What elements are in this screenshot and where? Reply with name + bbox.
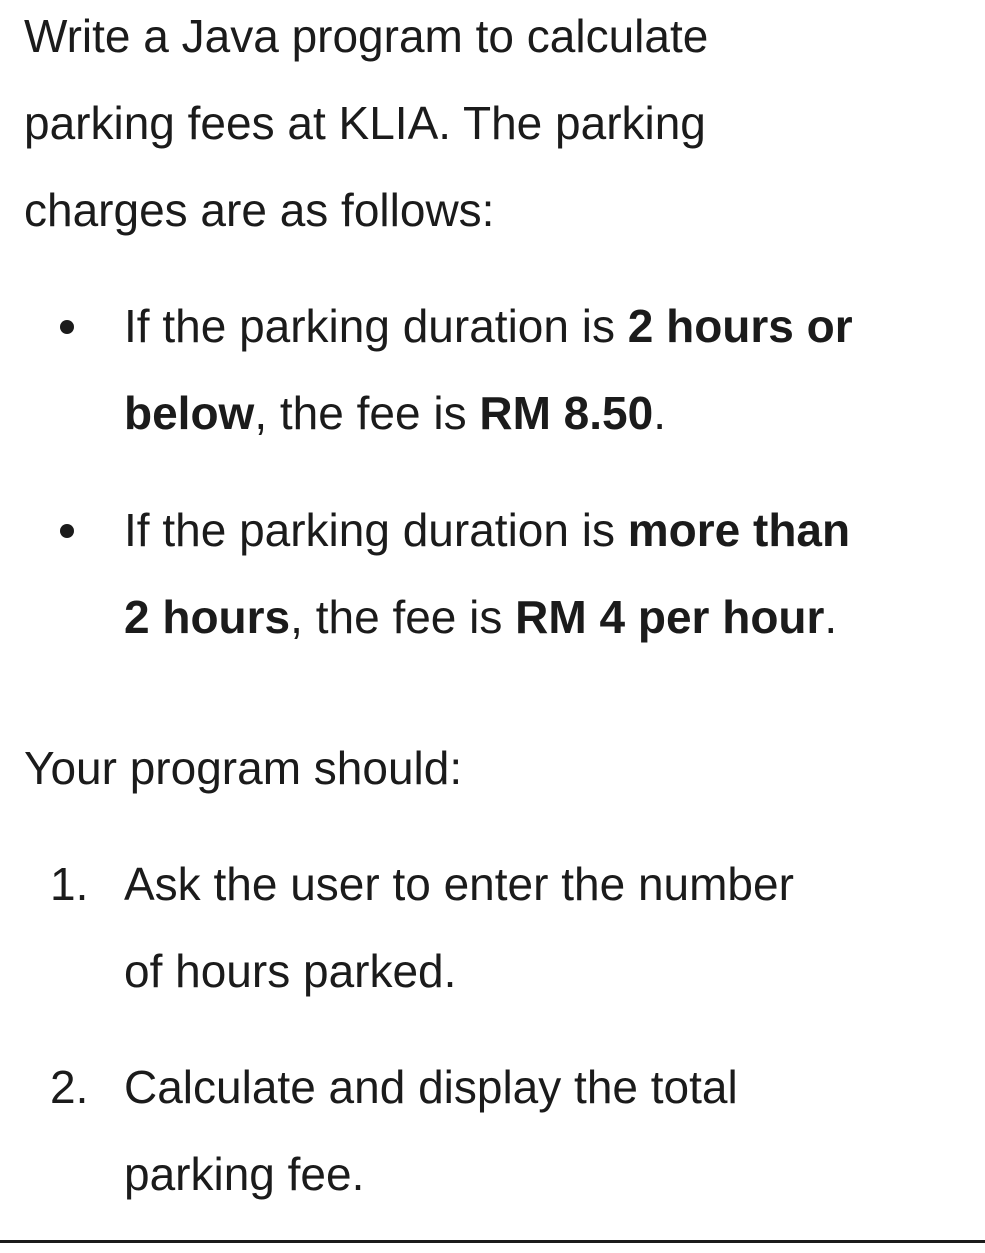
bullet-1-emphasis: 2 hours or — [627, 300, 853, 352]
bullet-2-line-2 — [124, 587, 837, 647]
intro-line-2: parking fees at KLIA. The parking — [24, 97, 706, 149]
bottom-divider — [0, 1240, 985, 1243]
bullet-1-fee: RM 8.50 — [479, 387, 654, 439]
bullet-1-period: . — [653, 387, 666, 439]
bullet-2-emphasis-2: 2 hours — [124, 591, 291, 643]
step-1-line-2: of hours parked. — [124, 945, 457, 997]
bullet-dot-1 — [60, 320, 74, 334]
intro-line-3: charges are as follows: — [24, 184, 495, 236]
step-1-marker: 1. — [50, 858, 89, 910]
step-1-line-1: Ask the user to enter the number — [124, 858, 794, 910]
bullet-2-fee: RM 4 per hour — [515, 591, 825, 643]
step-2-marker: 2. — [50, 1061, 89, 1113]
bullet-2-text-2: , the fee is — [290, 591, 516, 643]
bullet-1-text: If the parking duration is — [124, 300, 628, 352]
bullet-2-text: If the parking duration is — [124, 504, 628, 556]
program-heading: Your program should: — [24, 742, 463, 794]
bullet-1-emphasis-2: below — [124, 387, 255, 439]
step-2-line-2: parking fee. — [124, 1148, 365, 1200]
bullet-2-period: . — [824, 591, 838, 643]
bullet-1-line-2 — [124, 383, 666, 443]
intro-line-1: Write a Java program to calculate — [24, 10, 709, 62]
bullet-1-line-1 — [124, 296, 853, 356]
bullet-1-text-2: , the fee is — [254, 387, 480, 439]
step-2-line-1: Calculate and display the total — [124, 1061, 738, 1113]
bullet-2-emphasis: more than — [627, 504, 851, 556]
bullet-2-line-1 — [124, 500, 850, 560]
bullet-dot-2 — [60, 524, 74, 538]
